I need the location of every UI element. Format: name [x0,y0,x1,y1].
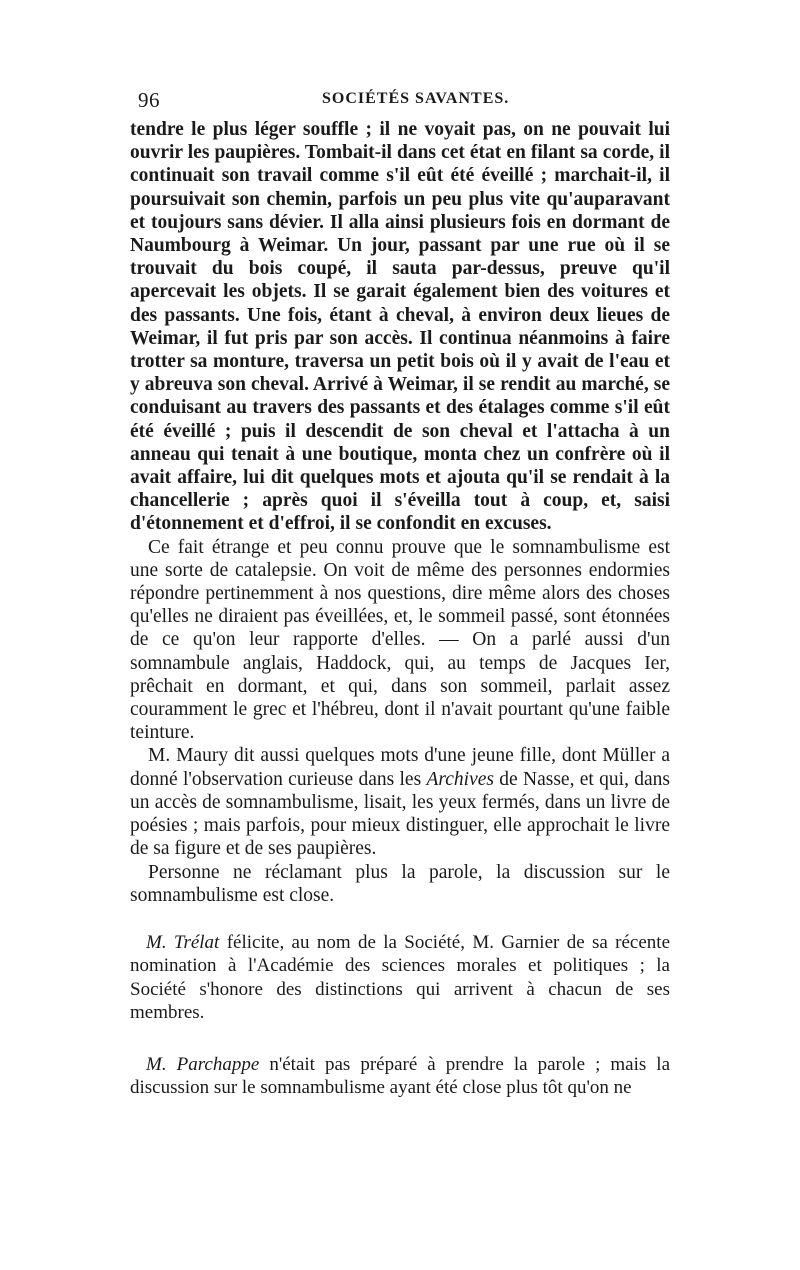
paragraph-6 [130,1053,670,1100]
journal-title: Archives [426,768,494,790]
body-text [130,536,670,907]
speaker-parchappe: M. Parchappe [146,1053,260,1075]
page-header [130,88,670,118]
paragraph-1: tendre le plus léger souffle ; il ne voyait pas, on ne pouvait lui ouvrir les paupières. Tombait-il dans cet état en filant sa corde, il continuait son travail comme s'il eût été éveillé ; marchait-il, il poursuivait son chemin, parfois un peu plus vite qu'auparavant et toujours sans dévier. Il alla ainsi plusieurs fois en dormant de Naumbourg à Weimar. Un jour, passant par une rue où il se trouvait du bois coupé, il sauta par-dessus, preuve qu'il apercevait les objets. Il se garait également bien des voitures et des passants. Une fois, étant à cheval, à environ deux lieues de Weimar, il fut pris par son accès. Il continua néanmoins à faire trotter sa monture, traversa un petit bois où il y avait de l'eau et y abreuva son cheval. Arrivé à Weimar, il se rendit au marché, se conduisant au travers des passants et des étalages comme s'il eût été éveillé ; puis il descendit de son cheval et l'attacha à un anneau qui tenait à une boutique, monta chez un confrère où il avait affaire, lui dit quelques mots et ajouta qu'il se rendait à la chancellerie ; après quoi il s'éveilla tout à coup, et, saisi d'étonnement et d'effroi, il se confondit en excuses. [130,119,670,535]
paragraph-3-end: de Nasse, et qui, dans un accès de somnambulisme, lisait, les yeux fermés, dans un livre de poésies ; mais parfois, pour mieux distinguer, elle approchait le livre de sa figure et de ses paupières. [130,768,670,860]
section-gap [130,1025,670,1053]
paragraph-5 [130,931,670,1025]
section-gap [130,907,670,931]
parchappe-section [130,1053,670,1100]
paragraph-3-start: M. Maury dit aussi quelques mots d'une jeune fille, dont Müller a donné l'observation curieuse dans les [130,745,670,790]
speaker-trelat: M. Trélat [146,931,220,953]
paragraph-3 [130,744,670,860]
trelat-section [130,931,670,1025]
page-content [130,88,670,1100]
paragraph-6-text: n'était pas préparé à prendre la parole ; mais la discussion sur le somnambulisme ayant été close plus tôt qu'on ne [130,1053,671,1099]
paragraph-2: Ce fait étrange et peu connu prouve que le somnambulisme est une sorte de catalepsie. On voit de même des personnes endormies répondre pertinemment à nos questions, dire même alors des choses qu'elles ne diraient pas éveillées, et, le sommeil passé, sont étonnées de ce qu'on leur rapporte d'elles. — On a parlé aussi d'un somnambule anglais, Haddock, qui, au temps de Jacques Ier, prêchait en dormant, et qui, dans son sommeil, parlait assez couramment le grec et l'hébreu, dont il n'avait pourtant qu'une faible teinture. [130,536,670,744]
running-title: SOCIÉTÉS SAVANTES. [322,90,510,107]
paragraph-4: Personne ne réclamant plus la parole, la discussion sur le somnambulisme est close. [130,861,670,906]
body-text-bold [130,118,670,536]
page-number: 96 [138,88,160,112]
paragraph-5-text: félicite, au nom de la Société, M. Garnier de sa récente nomination à l'Académie des sciences morales et politiques ; la Société s'honore des distinctions qui arrivent à chacun de ses membres. [130,931,671,1024]
